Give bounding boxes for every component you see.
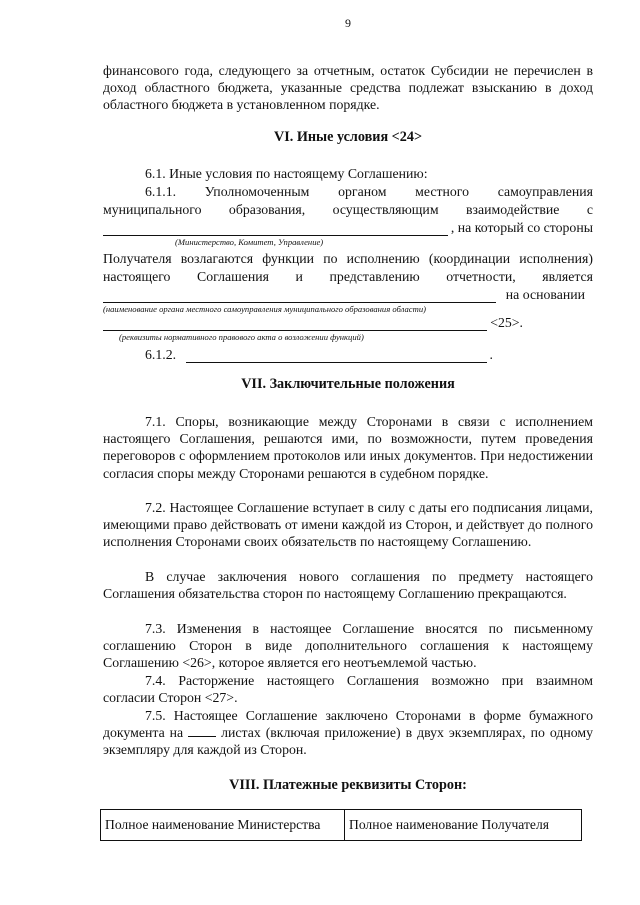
clause-7-5 xyxy=(103,707,593,759)
recipient-name-cell: Полное наименование Получателя xyxy=(345,810,582,841)
section-7-heading: VII. Заключительные положения xyxy=(241,376,455,392)
clause-7-4: 7.4. Расторжение настоящего Соглашения возможно при взаимном согласии Сторон <27>. xyxy=(103,673,593,706)
clause-7-5-start: 7.5. Настоящее Соглашение заключено Сторонами в форме бумажного документа на xyxy=(103,708,593,741)
clause-6-1-1-line6 xyxy=(103,286,593,303)
payment-details-table xyxy=(100,809,582,841)
section-8-heading: VIII. Платежные реквизиты Сторон: xyxy=(229,777,467,793)
clause-6-1-1-line4: Получателя возлагаются функции по исполнению (координации исполнения) xyxy=(103,251,593,266)
clause-6-1: 6.1. Иные условия по настоящему Соглашению: xyxy=(145,166,428,181)
clause-7-2: 7.2. Настоящее Соглашение вступает в силу с даты его подписания лицами, имеющими право действовать от имени каждой из Сторон, и действует до полного исполнения Сторонами своих обязательств по настоящему Соглашению. xyxy=(103,500,593,550)
clause-7-5-end: листах (включая приложение) в двух экземплярах, по одному экземпляру для каждой из Сторон. xyxy=(103,725,593,758)
sheet-count-blank[interactable] xyxy=(188,724,216,737)
intro-paragraph: финансового года, следующего за отчетным, остаток Субсидии не перечислен в доход областного бюджета, указанные средства подлежат взысканию в доход областного бюджета в установленном порядке. xyxy=(103,63,593,113)
clause-6-1-1-line1: 6.1.1. Уполномоченным органом местного самоуправления xyxy=(145,184,593,199)
clause-6-1-1-line3 xyxy=(103,219,593,236)
clause-6-1-2 xyxy=(145,346,493,363)
clause-7-2-continued: В случае заключения нового соглашения по предмету настоящего Соглашения обязательства сторон по настоящему Соглашению прекращаются. xyxy=(103,569,593,602)
line7-text: <25>. xyxy=(490,315,523,330)
clause-6-1-2-blank[interactable] xyxy=(186,350,487,363)
hint-ministry: (Министерство, Комитет, Управление) xyxy=(175,237,324,247)
clause-6-1-2-number: 6.1.2. xyxy=(145,347,177,362)
clause-6-1-1-line7 xyxy=(103,314,523,331)
line6-text: на основании xyxy=(505,287,585,302)
legal-act-blank[interactable] xyxy=(103,318,487,331)
clause-7-3: 7.3. Изменения в настоящее Соглашение вносятся по письменному соглашению Сторон в виде дополнительного соглашения к настоящему Соглашению <26>, которое является его неотъемлемой частью. xyxy=(103,621,593,671)
clause-6-1-1-line2: муниципального образования, осуществляющим взаимодействие с xyxy=(103,202,593,217)
ministry-name-cell: Полное наименование Министерства xyxy=(101,810,345,841)
page-number: 9 xyxy=(345,16,351,30)
section-6-heading: VI. Иные условия <24> xyxy=(273,129,423,145)
local-authority-blank[interactable] xyxy=(103,290,496,303)
authority-blank[interactable] xyxy=(103,223,448,236)
hint-legal-act: (реквизиты нормативного правового акта о возложении функций) xyxy=(119,332,364,342)
table-row xyxy=(101,810,582,841)
clause-7-1: 7.1. Споры, возникающие между Сторонами в связи с исполнением настоящего Соглашения, решаются ими, по возможности, путем проведения переговоров с оформлением протоколов или иных документов. При недостижении согласия споры между Сторонами решаются в судебном порядке. xyxy=(103,414,593,481)
clause-6-1-2-end: . xyxy=(489,347,493,362)
hint-local-authority: (наименование органа местного самоуправления муниципального образования области) xyxy=(103,304,426,314)
line3-text: , на который со стороны xyxy=(450,220,593,235)
clause-6-1-1-line5: настоящего Соглашения и представлению отчетности, является xyxy=(103,269,593,284)
